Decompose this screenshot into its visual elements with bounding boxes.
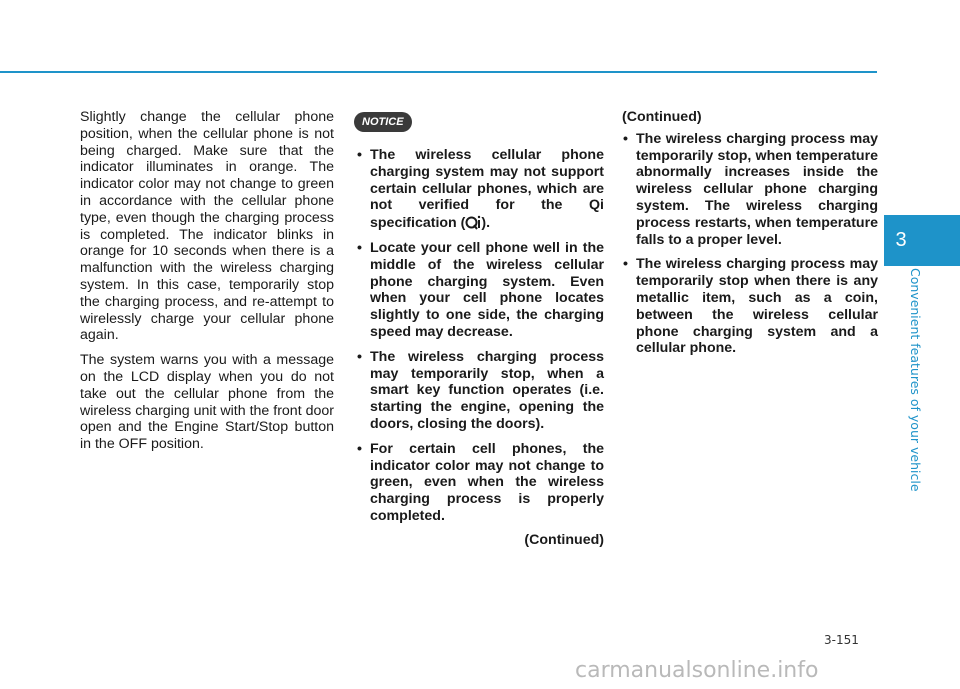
column-middle <box>356 109 604 549</box>
list-item: • The wireless charging process may temporarily stop when there is any metallic item, such as a coin, between the wireless cellular phone charging system and a cellular phone. <box>623 256 878 357</box>
list-item: • The wireless charging process may temporarily stop, when temperature abnormally increases inside the wireless cellular phone charging system. The wireless charging process restarts, when temperature falls to a proper level. <box>623 130 878 248</box>
chapter-tab <box>884 215 960 266</box>
page-number: 3-151 <box>824 633 859 647</box>
continued-label: (Continued) <box>524 531 604 548</box>
list-item: • For certain cell phones, the indicator color may not change to green, even when the wireless charging process is properly completed. <box>357 440 604 524</box>
column-right <box>622 109 878 365</box>
chapter-number: 3 <box>895 229 907 251</box>
continued-heading: (Continued) <box>622 109 702 125</box>
list-item: • Locate your cell phone well in the middle of the wireless cellular phone charging system. Even when your cell phone locates slightly to one side, the charging speed may decrease. <box>357 239 604 340</box>
watermark: carmanualsonline.info <box>575 658 819 683</box>
chapter-title: Convenient features of your vehicle <box>908 268 923 492</box>
notice-badge: NOTICE <box>354 112 412 132</box>
qi-logo-icon <box>465 214 481 230</box>
column-left <box>80 109 334 461</box>
notice-list-continued <box>622 131 878 357</box>
body-paragraph: The system warns you with a message on the LCD display when you do not take out the cellular phone from the wireless charging unit with the front door open and the Engine Start/Stop button in the OFF position. <box>80 352 334 453</box>
list-item: • The wireless cellular phone charging system may not support certain cellular phones, which are not verified for the Qi specification ( ). <box>357 147 604 232</box>
body-paragraph: Slightly change the cellular phone position, when the cellular phone is not being charged. Make sure that the indicator illuminates in orange. The indicator color may not change to green in accordance with the cellular phone type, even though the charging process is completed. The indicator blinks in orange for 10 seconds when there is a malfunction with the wireless charging system. In this case, temporarily stop the charging process, and re-attempt to wirelessly charge your cellular phone again. <box>80 109 334 344</box>
list-item: • The wireless charging process may temporarily stop, when a smart key function operates (i.e. starting the engine, opening the doors, closing the doors). <box>357 348 604 432</box>
header-rule <box>0 71 877 73</box>
notice-list <box>356 147 604 525</box>
